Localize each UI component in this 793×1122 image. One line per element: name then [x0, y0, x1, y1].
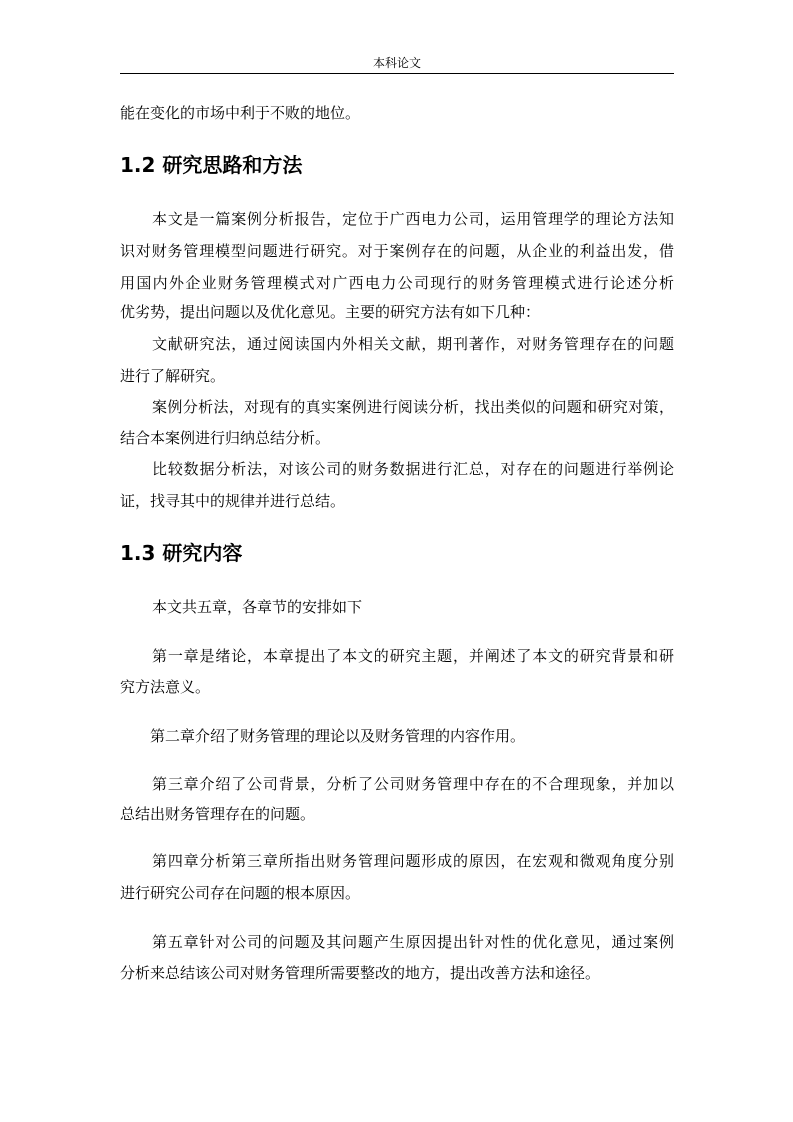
- paragraph-line: 第三章介绍了公司背景，分析了公司财务管理中存在的不合理现象，并加以: [152, 775, 674, 793]
- paragraph-line: 案例分析法，对现有的真实案例进行阅读分析，找出类似的问题和研究对策，: [152, 398, 674, 416]
- section-heading-1-2: 1.2 研究思路和方法: [120, 153, 303, 177]
- paragraph-line: 第一章是绪论，本章提出了本文的研究主题，并阐述了本文的研究背景和研: [152, 647, 674, 665]
- paragraph-line: 本文共五章，各章节的安排如下: [152, 598, 363, 616]
- paragraph-line: 证，找寻其中的规律并进行总结。: [120, 492, 346, 510]
- paragraph-line: 分析来总结该公司对财务管理所需要整改的地方，提出改善方法和途径。: [120, 964, 601, 982]
- section-heading-1-3: 1.3 研究内容: [120, 541, 243, 565]
- paragraph-line: 总结出财务管理存在的问题。: [120, 805, 316, 823]
- paragraph-line: 文献研究法，通过阅读国内外相关文献，期刊著作，对财务管理存在的问题: [152, 335, 674, 353]
- paragraph-line: 进行研究公司存在问题的根本原因。: [120, 884, 361, 902]
- header-title: 本科论文: [372, 56, 421, 70]
- paragraph-line: 究方法意义。: [120, 678, 211, 696]
- paragraph-line: 第五章针对公司的问题及其问题产生原因提出针对性的优化意见，通过案例: [152, 933, 674, 951]
- paragraph-line: 比较数据分析法，对该公司的财务数据进行汇总，对存在的问题进行举例论: [152, 460, 674, 478]
- paragraph-line: 第二章介绍了财务管理的理论以及财务管理的内容作用。: [150, 727, 526, 745]
- paragraph-line: 优劣势，提出问题以及优化意见。主要的研究方法有如下几种：: [120, 303, 541, 321]
- paragraph-line: 第四章分析第三章所指出财务管理问题形成的原因，在宏观和微观角度分别: [152, 852, 674, 870]
- paragraph-line: 识对财务管理模型问题进行研究。对于案例存在的问题，从企业的利益出发，借: [120, 242, 674, 260]
- intro-line: 能在变化的市场中利于不败的地位。: [120, 104, 361, 122]
- paragraph-line: 进行了解研究。: [120, 367, 226, 385]
- header-rule: [120, 73, 674, 74]
- paragraph-line: 结合本案例进行归纳总结分析。: [120, 429, 331, 447]
- paragraph-line: 用国内外企业财务管理模式对广西电力公司现行的财务管理模式进行论述分析: [120, 274, 674, 292]
- paragraph-line: 本文是一篇案例分析报告，定位于广西电力公司，运用管理学的理论方法知: [152, 210, 674, 228]
